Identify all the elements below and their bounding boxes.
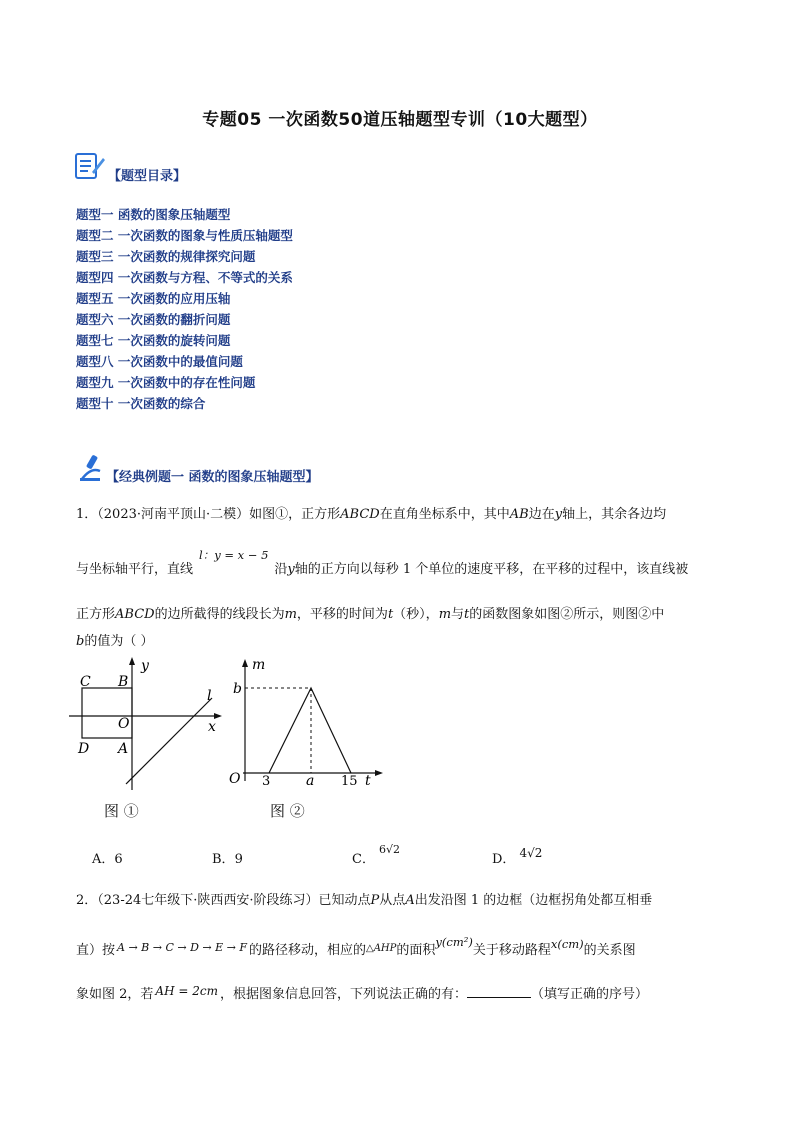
toc-item-2[interactable]: 题型二 一次函数的图象与性质压轴题型 bbox=[76, 228, 293, 243]
fig1-label-y: y bbox=[141, 658, 149, 674]
q1-text: 在直角坐标系中，其中 bbox=[379, 507, 510, 522]
var-m: m bbox=[284, 607, 297, 622]
q2-text: 出发沿图 1 的边框（边框拐角处都互相垂 bbox=[414, 893, 653, 908]
q1-text: 与坐标轴平行，直线 bbox=[76, 562, 194, 577]
option-value: 6√2 bbox=[378, 843, 400, 856]
q1-text: ，平移的时间为 bbox=[296, 607, 388, 622]
q2-line-2 bbox=[76, 935, 636, 958]
q2-line-1 bbox=[76, 889, 652, 908]
figure-1-caption: 图 ① bbox=[104, 802, 139, 820]
page-title: 专题05 一次函数50道压轴题型专训（10大题型） bbox=[202, 110, 598, 130]
q1-source: （2023·河南平顶山·二模） bbox=[97, 507, 250, 522]
fig1-label-O: O bbox=[118, 716, 130, 732]
option-letter: D． bbox=[492, 852, 516, 867]
q1-text: 边在 bbox=[528, 507, 555, 522]
var-a: A bbox=[405, 893, 415, 908]
option-d[interactable] bbox=[492, 848, 542, 867]
q1-line-2 bbox=[76, 548, 689, 577]
fig1-label-C: C bbox=[80, 674, 91, 690]
toc-item-4[interactable]: 题型四 一次函数与方程、不等式的关系 bbox=[76, 270, 293, 285]
notepad-icon bbox=[74, 150, 106, 182]
q2-text: ，根据图象信息回答，下列说法正确的有： bbox=[219, 987, 467, 1002]
option-value: 6 bbox=[114, 852, 123, 867]
toc-heading: 【题型目录】 bbox=[108, 169, 187, 184]
option-a[interactable] bbox=[92, 848, 123, 867]
toc-item-9[interactable]: 题型九 一次函数中的存在性问题 bbox=[76, 375, 256, 390]
q1-text: （秒）， bbox=[393, 607, 439, 622]
side-label: AB bbox=[509, 507, 529, 522]
option-letter: C． bbox=[352, 852, 375, 867]
microscope-icon bbox=[76, 453, 106, 483]
q1-text: 的函数图象如图②所示，则图②中 bbox=[469, 607, 665, 622]
figure-1 bbox=[64, 655, 234, 795]
fig1-label-l: l bbox=[207, 688, 212, 704]
square-label: ABCD bbox=[115, 607, 155, 622]
option-b[interactable] bbox=[212, 848, 243, 867]
fig2-label-b: b bbox=[233, 681, 242, 697]
line-equation: l：y = x − 5 bbox=[199, 548, 269, 562]
figure-2-caption: 图 ② bbox=[270, 802, 305, 820]
var-y: y bbox=[554, 507, 563, 522]
var-m: m bbox=[438, 607, 452, 622]
q2-text: （填写正确的序号） bbox=[530, 987, 648, 1002]
toc-item-8[interactable]: 题型八 一次函数中的最值问题 bbox=[76, 354, 243, 369]
q1-line-1 bbox=[76, 503, 666, 522]
var-y: y bbox=[287, 562, 295, 577]
fig2-label-m: m bbox=[252, 657, 266, 673]
fig1-label-A: A bbox=[118, 741, 129, 757]
var-t: t bbox=[387, 607, 394, 622]
q1-line-3 bbox=[76, 603, 664, 622]
q2-text: 关于移动路程 bbox=[472, 943, 551, 958]
var-t: t bbox=[464, 607, 470, 622]
y-unit: y(cm²) bbox=[435, 935, 473, 949]
q1-text: 与 bbox=[451, 607, 465, 622]
q1-text: 如图①，正方形 bbox=[249, 507, 341, 522]
toc-item-7[interactable]: 题型七 一次函数的旋转问题 bbox=[76, 333, 231, 348]
fig2-label-t: t bbox=[365, 773, 371, 789]
fig2-label-a: a bbox=[306, 773, 315, 789]
option-value: 4√2 bbox=[519, 846, 543, 860]
toc-item-10[interactable]: 题型十 一次函数的综合 bbox=[76, 396, 206, 411]
fig2-label-O: O bbox=[229, 771, 241, 787]
option-letter: A． bbox=[92, 852, 115, 867]
fig1-label-x: x bbox=[208, 719, 216, 735]
example-heading: 【经典例题一 函数的图象压轴题型】 bbox=[106, 470, 319, 485]
fig1-label-B: B bbox=[118, 674, 129, 690]
fig2-label-15: 15 bbox=[341, 774, 358, 789]
square-label: ABCD bbox=[340, 507, 380, 522]
q2-text: 象如图 2，若 bbox=[76, 987, 154, 1002]
q2-text: 的关系图 bbox=[583, 943, 636, 958]
q2-line-3 bbox=[76, 983, 648, 1002]
q2-source: （23-24七年级下·陕西西安·阶段练习） bbox=[97, 893, 319, 908]
triangle-label: △AHP bbox=[366, 943, 397, 954]
toc-item-6[interactable]: 题型六 一次函数的翻折问题 bbox=[76, 312, 231, 327]
answer-blank[interactable] bbox=[467, 985, 531, 998]
toc-item-1[interactable]: 题型一 函数的图象压轴题型 bbox=[76, 207, 231, 222]
fig1-label-D: D bbox=[78, 741, 90, 757]
q1-text: 正方形 bbox=[76, 607, 116, 622]
var-p: P bbox=[370, 893, 380, 908]
q2-number: 2． bbox=[76, 893, 98, 908]
q2-text: 的面积 bbox=[396, 943, 436, 958]
q1-line-4 bbox=[76, 630, 153, 649]
q1-text: 轴的正方向以每秒 1 个单位的速度平移，在平移的过程中，该直线被 bbox=[294, 562, 689, 577]
x-unit: x(cm) bbox=[550, 937, 584, 951]
q1-number: 1． bbox=[76, 507, 98, 522]
q2-text: 从点 bbox=[379, 893, 406, 908]
toc-item-3[interactable]: 题型三 一次函数的规律探究问题 bbox=[76, 249, 256, 264]
q1-text: 沿 bbox=[274, 562, 288, 577]
option-c[interactable] bbox=[352, 843, 400, 867]
fig2-label-3: 3 bbox=[262, 774, 271, 789]
ah-value: AH = 2cm bbox=[155, 984, 218, 998]
movement-path: A → B → C → D → E → F bbox=[117, 941, 247, 954]
q1-text: 的值为（ ） bbox=[84, 634, 154, 649]
figure-2 bbox=[225, 655, 385, 790]
option-letter: B． bbox=[212, 852, 235, 867]
option-value: 9 bbox=[234, 852, 243, 867]
q2-text: 已知动点 bbox=[318, 893, 371, 908]
toc-item-5[interactable]: 题型五 一次函数的应用压轴 bbox=[76, 291, 231, 306]
q2-text: 的路径移动，相应的 bbox=[249, 943, 367, 958]
q2-text: 直）按 bbox=[76, 943, 116, 958]
q1-text: 轴上，其余各边均 bbox=[562, 507, 667, 522]
q1-text: 的边所截得的线段长为 bbox=[154, 607, 285, 622]
var-b: b bbox=[76, 634, 85, 649]
